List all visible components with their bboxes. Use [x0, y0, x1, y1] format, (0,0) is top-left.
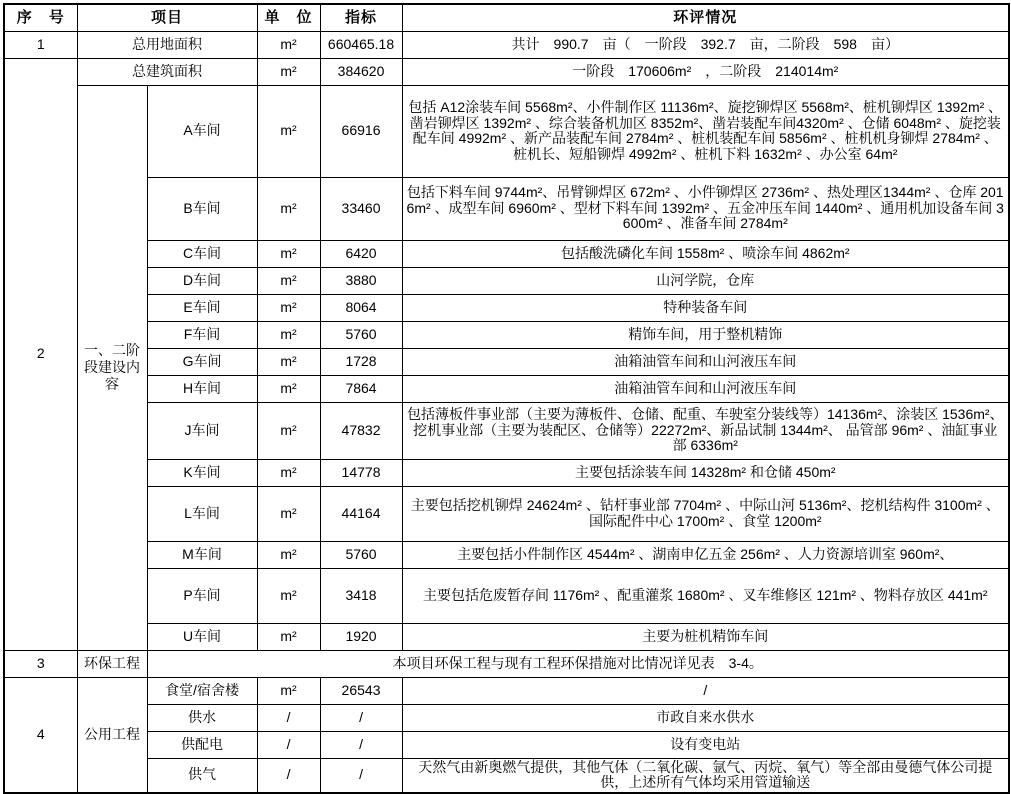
assessment-cell: 主要包括小件制作区 4544m² 、湖南申亿五金 256m² 、人力资源培训室 960m²、 [402, 541, 1009, 568]
indicator-cell: 26543 [320, 677, 402, 704]
item-cell: 总用地面积 [77, 31, 257, 58]
assessment-cell: 特种装备车间 [402, 294, 1009, 321]
assessment-cell: 油箱油管车间和山河液压车间 [402, 348, 1009, 375]
unit-cell: m² [257, 348, 320, 375]
utility-name-cell: 食堂/宿舍楼 [147, 677, 257, 704]
unit-cell: m² [257, 240, 320, 267]
table-row [4, 240, 1009, 267]
table-row [4, 568, 1009, 623]
indicator-cell: 1920 [320, 623, 402, 650]
unit-cell: / [257, 704, 320, 731]
indicator-cell: / [320, 731, 402, 758]
indicator-cell: 3880 [320, 267, 402, 294]
unit-cell: m² [257, 402, 320, 459]
unit-cell: / [257, 731, 320, 758]
serial-cell: 2 [4, 58, 77, 650]
utility-group-label-cell: 公用工程 [77, 677, 147, 793]
col-header-serial: 序 号 [4, 4, 77, 31]
indicator-cell: 33460 [320, 177, 402, 240]
table-row [4, 85, 1009, 177]
workshop-name-cell: U车间 [147, 623, 257, 650]
assessment-cell: 包括薄板件事业部（主要为薄板件、仓储、配重、车驶室分装线等）14136m²、涂装区 1536m²、挖机事业部（主要为装配区、仓储等）22272m²、新品试制 1344m²、 品管部 96m² 、油缸事业部 6336m² [402, 402, 1009, 459]
workshop-name-cell: D车间 [147, 267, 257, 294]
indicator-cell: 7864 [320, 375, 402, 402]
table-row [4, 348, 1009, 375]
assessment-cell: 油箱油管车间和山河液压车间 [402, 375, 1009, 402]
table-row [4, 177, 1009, 240]
utility-name-cell: 供气 [147, 758, 257, 793]
assessment-cell: 市政自来水供水 [402, 704, 1009, 731]
unit-cell: m² [257, 568, 320, 623]
table-row [4, 541, 1009, 568]
unit-cell: m² [257, 321, 320, 348]
unit-cell: m² [257, 459, 320, 486]
workshop-name-cell: H车间 [147, 375, 257, 402]
assessment-cell: 主要包括危废暂存间 1176m² 、配重灌浆 1680m² 、叉车维修区 121m² 、物料存放区 441m² [402, 568, 1009, 623]
workshop-name-cell: A车间 [147, 85, 257, 177]
assessment-cell: 包括酸洗磷化车间 1558m² 、喷涂车间 4862m² [402, 240, 1009, 267]
indicator-cell: 5760 [320, 541, 402, 568]
unit-cell: m² [257, 623, 320, 650]
table-row [4, 321, 1009, 348]
table-row [4, 58, 1009, 85]
table-row [4, 623, 1009, 650]
unit-cell: m² [257, 294, 320, 321]
utility-name-cell: 供水 [147, 704, 257, 731]
unit-cell: m² [257, 177, 320, 240]
table-row [4, 731, 1009, 758]
table-row [4, 486, 1009, 541]
indicator-cell: / [320, 704, 402, 731]
workshop-name-cell: F车间 [147, 321, 257, 348]
indicator-cell: 66916 [320, 85, 402, 177]
table-row [4, 758, 1009, 793]
assessment-cell: 一阶段 170606m² ，二阶段 214014m² [402, 58, 1009, 85]
indicator-cell: 44164 [320, 486, 402, 541]
unit-cell: m² [257, 58, 320, 85]
assessment-cell: / [402, 677, 1009, 704]
unit-cell: m² [257, 541, 320, 568]
workshop-name-cell: E车间 [147, 294, 257, 321]
table-row [4, 267, 1009, 294]
assessment-cell: 主要包括涂装车间 14328m² 和仓储 450m² [402, 459, 1009, 486]
header-row [4, 4, 1009, 31]
col-header-item: 项目 [77, 4, 257, 31]
project-overview-table [3, 3, 1010, 794]
indicator-cell: 1728 [320, 348, 402, 375]
item-cell: 总建筑面积 [77, 58, 257, 85]
indicator-cell: 660465.18 [320, 31, 402, 58]
assessment-cell: 主要为桩机精饰车间 [402, 623, 1009, 650]
assessment-cell: 共计 990.7 亩（ 一阶段 392.7 亩，二阶段 598 亩） [402, 31, 1009, 58]
indicator-cell: / [320, 758, 402, 793]
col-header-indicator: 指标 [320, 4, 402, 31]
indicator-cell: 6420 [320, 240, 402, 267]
workshop-name-cell: K车间 [147, 459, 257, 486]
table-row [4, 650, 1009, 677]
col-header-assessment: 环评情况 [402, 4, 1009, 31]
assessment-cell: 包括 A12涂装车间 5568m²、小件制作区 11136m²、旋挖铆焊区 5568m²、桩机铆焊区 1392m² 、凿岩铆焊区 1392m² 、综合装备机加区 8352m²、凿岩装配车间4320m² 、仓储 6048m² 、旋挖装配车间 4992m² 、新产品装配车间 2784m² 、桩机装配车间 5856m² 、桩机机身铆焊 2784m² 、桩机长、短船铆焊 4992m² 、桩机下料 1632m² 、办公室 64m² [402, 85, 1009, 177]
table-row [4, 402, 1009, 459]
unit-cell: m² [257, 677, 320, 704]
workshop-name-cell: B车间 [147, 177, 257, 240]
workshop-name-cell: G车间 [147, 348, 257, 375]
table-row [4, 375, 1009, 402]
assessment-cell: 主要包括挖机铆焊 24624m² 、钻杆事业部 7704m² 、中际山河 5136m²、挖机结构件 3100m² 、国际配件中心 1700m² 、食堂 1200m² [402, 486, 1009, 541]
table-row [4, 677, 1009, 704]
table-row [4, 459, 1009, 486]
unit-cell: m² [257, 31, 320, 58]
workshop-name-cell: M车间 [147, 541, 257, 568]
table-row [4, 294, 1009, 321]
assessment-cell: 本项目环保工程与现有工程环保措施对比情况详见表 3-4。 [147, 650, 1009, 677]
workshop-name-cell: J车间 [147, 402, 257, 459]
table-row [4, 31, 1009, 58]
assessment-cell: 包括下料车间 9744m²、吊臂铆焊区 672m² 、小件铆焊区 2736m² 、热处理区1344m² 、仓库 2016m² 、成型车间 6960m² 、型材下料车间 1392m² 、五金冲压车间 1440m² 、通用机加设备车间 3600m² 、准备车间 2784m² [402, 177, 1009, 240]
stage-group-label-cell: 一、二阶段建设内容 [77, 85, 147, 650]
indicator-cell: 384620 [320, 58, 402, 85]
unit-cell: m² [257, 85, 320, 177]
serial-cell: 1 [4, 31, 77, 58]
unit-cell: m² [257, 375, 320, 402]
assessment-cell: 设有变电站 [402, 731, 1009, 758]
unit-cell: / [257, 758, 320, 793]
utility-name-cell: 供配电 [147, 731, 257, 758]
indicator-cell: 5760 [320, 321, 402, 348]
assessment-cell: 天然气由新奥燃气提供，其他气体（二氧化碳、氩气、丙烷、氧气）等全部由曼德气体公司提供，上述所有气体均采用管道输送 [402, 758, 1009, 793]
indicator-cell: 47832 [320, 402, 402, 459]
assessment-cell: 山河学院，仓库 [402, 267, 1009, 294]
item-cell: 环保工程 [77, 650, 147, 677]
unit-cell: m² [257, 267, 320, 294]
table-row [4, 704, 1009, 731]
serial-cell: 3 [4, 650, 77, 677]
indicator-cell: 8064 [320, 294, 402, 321]
workshop-name-cell: P车间 [147, 568, 257, 623]
unit-cell: m² [257, 486, 320, 541]
col-header-unit: 单 位 [257, 4, 320, 31]
indicator-cell: 3418 [320, 568, 402, 623]
assessment-cell: 精饰车间，用于整机精饰 [402, 321, 1009, 348]
workshop-name-cell: C车间 [147, 240, 257, 267]
workshop-name-cell: L车间 [147, 486, 257, 541]
indicator-cell: 14778 [320, 459, 402, 486]
serial-cell: 4 [4, 677, 77, 793]
